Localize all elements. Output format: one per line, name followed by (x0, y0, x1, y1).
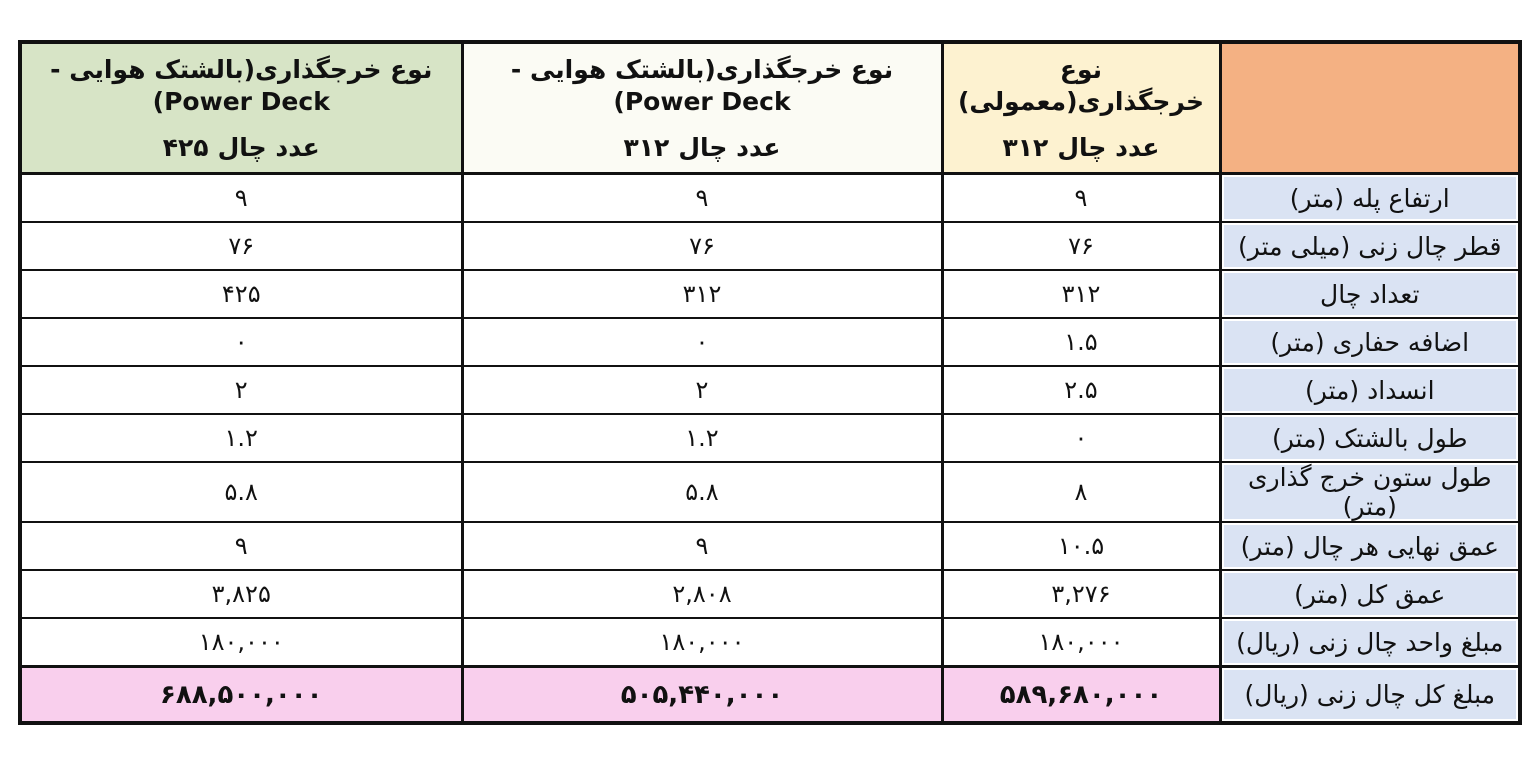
value-cell: ۵.۸ (20, 462, 462, 522)
row-label: تعداد چال (1220, 270, 1520, 318)
table-row (20, 222, 1520, 270)
value-cell: ۱۰.۵ (942, 522, 1220, 570)
row-label: عمق کل (متر) (1220, 570, 1520, 618)
header-title: نوع خرجگذاری(بالشتک هوایی -Power Deck) (510, 55, 894, 116)
table-row (20, 570, 1520, 618)
row-label: اضافه حفاری (متر) (1220, 318, 1520, 366)
row-label: قطر چال زنی (میلی متر) (1220, 222, 1520, 270)
value-cell: ۹ (20, 174, 462, 223)
table-row (20, 618, 1520, 667)
value-cell: ۰ (462, 318, 942, 366)
value-cell: ۵.۸ (462, 462, 942, 522)
header-title: نوع خرجگذاری(بالشتک هوایی -Power Deck) (50, 55, 433, 116)
hole-count-suffix: عدد چال (678, 132, 781, 162)
blasting-cost-comparison-table (18, 40, 1522, 725)
value-cell: ۹ (462, 174, 942, 223)
value-cell: ۲ (20, 366, 462, 414)
row-label: انسداد (متر) (1220, 366, 1520, 414)
value-cell: ۱۸۰,۰۰۰ (462, 618, 942, 667)
header-count-line (944, 133, 1219, 162)
row-label: طول ستون خرج گذاری (متر) (1220, 462, 1520, 522)
value-cell: ۳,۲۷۶ (942, 570, 1220, 618)
table-row (20, 318, 1520, 366)
header-cell-powerdeck-425 (20, 42, 462, 174)
table-row (20, 366, 1520, 414)
value-cell: ۶۸۸,۵۰۰,۰۰۰ (20, 667, 462, 724)
table-row (20, 270, 1520, 318)
value-cell: ۹ (20, 522, 462, 570)
value-cell: ۱.۵ (942, 318, 1220, 366)
header-count-line (464, 133, 941, 162)
row-label: عمق نهایی هر چال (متر) (1220, 522, 1520, 570)
row-label: مبلغ واحد چال زنی (ریال) (1220, 618, 1520, 667)
table-body (20, 174, 1520, 724)
hole-count-suffix: عدد چال (217, 132, 320, 162)
corner-cell (1220, 42, 1520, 174)
row-label: طول بالشتک (متر) (1220, 414, 1520, 462)
hole-count: ۳۱۲ (1002, 132, 1049, 162)
value-cell: ۳,۸۲۵ (20, 570, 462, 618)
value-cell: ۱۸۰,۰۰۰ (20, 618, 462, 667)
header-cell-normal-312 (942, 42, 1220, 174)
value-cell: ۱۸۰,۰۰۰ (942, 618, 1220, 667)
comparison-table-container (18, 40, 1522, 725)
value-cell: ۰ (942, 414, 1220, 462)
table-row (20, 174, 1520, 223)
value-cell: ۲ (462, 366, 942, 414)
header-row (20, 42, 1520, 174)
value-cell: ۸ (942, 462, 1220, 522)
value-cell: ۷۶ (20, 222, 462, 270)
header-count-line (22, 133, 461, 162)
value-cell: ۲,۸۰۸ (462, 570, 942, 618)
value-cell: ۹ (462, 522, 942, 570)
row-label: مبلغ کل چال زنی (ریال) (1220, 667, 1520, 724)
value-cell: ۰ (20, 318, 462, 366)
table-row (20, 522, 1520, 570)
value-cell: ۳۱۲ (462, 270, 942, 318)
hole-count-suffix: عدد چال (1057, 132, 1160, 162)
header-title: نوع خرجگذاری(معمولی) (958, 55, 1204, 116)
value-cell: ۵۰۵,۴۴۰,۰۰۰ (462, 667, 942, 724)
value-cell: ۳۱۲ (942, 270, 1220, 318)
value-cell: ۷۶ (942, 222, 1220, 270)
value-cell: ۴۲۵ (20, 270, 462, 318)
hole-count: ۴۲۵ (162, 132, 209, 162)
hole-count: ۳۱۲ (623, 132, 670, 162)
value-cell: ۷۶ (462, 222, 942, 270)
total-row (20, 667, 1520, 724)
table-row (20, 462, 1520, 522)
header-cell-powerdeck-312 (462, 42, 942, 174)
row-label: ارتفاع پله (متر) (1220, 174, 1520, 223)
value-cell: ۱.۲ (20, 414, 462, 462)
value-cell: ۵۸۹,۶۸۰,۰۰۰ (942, 667, 1220, 724)
value-cell: ۲.۵ (942, 366, 1220, 414)
value-cell: ۹ (942, 174, 1220, 223)
table-row (20, 414, 1520, 462)
value-cell: ۱.۲ (462, 414, 942, 462)
